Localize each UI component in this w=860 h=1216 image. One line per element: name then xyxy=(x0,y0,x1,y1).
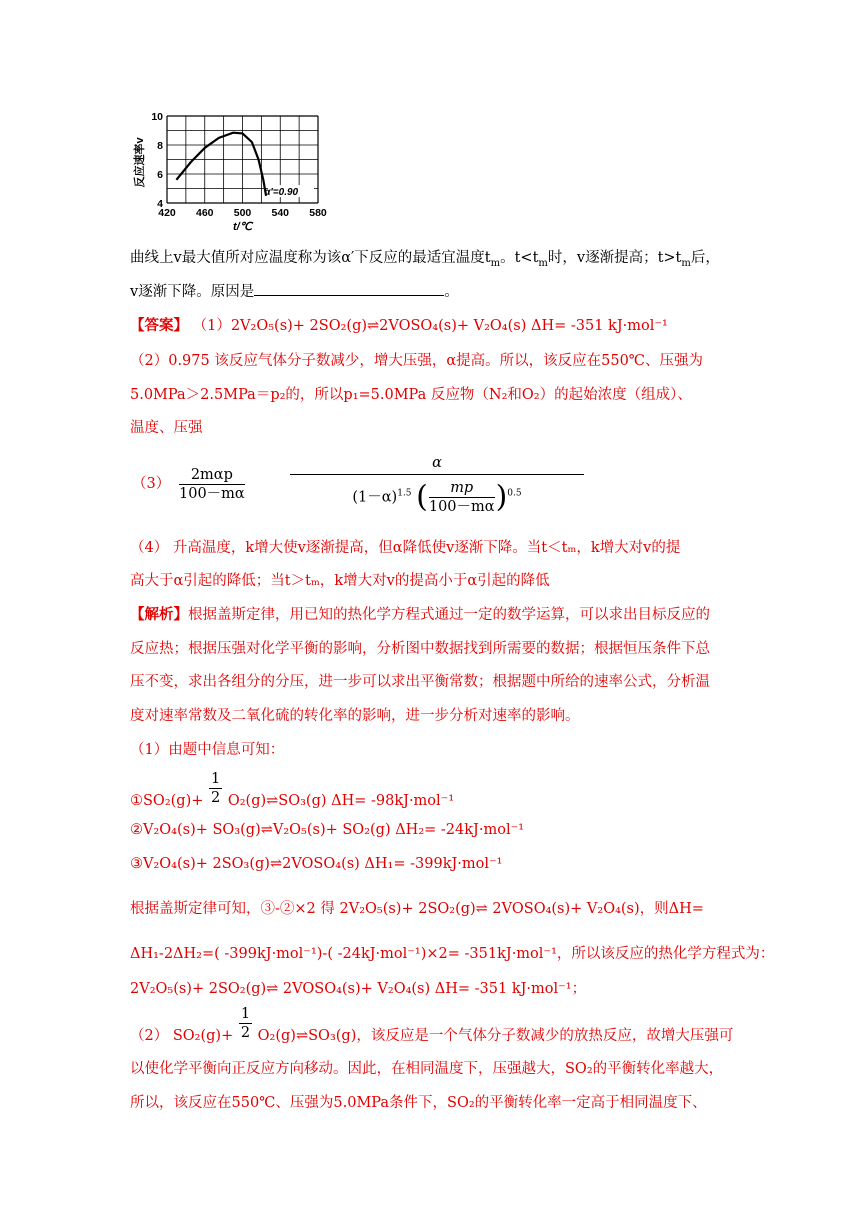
answer-2-line-2: 5.0MPa＞2.5MPa＝p₂的，所以p₁=5.0MPa 反应物（N₂和O₂）的起始浓度（组成）、 xyxy=(130,387,692,403)
answer-4-line-1: （4） 升高温度，k增大使v逐渐提高，但α降低使v逐渐下降。当t＜tₘ，k增大对v的提 xyxy=(130,540,681,556)
equation-1: ①SO₂(g)+ $\frac{1}{2}$ O₂(g)⇌SO₃(g) ΔH= -98kJ·mol⁻¹ xyxy=(130,771,455,809)
document-page: 420 460 500 540 580 4 6 8 10 α′=0.90 t/℃ 反应速率v 曲线上v最大值所对应温度称为该α′下反应的最适宜温度$t_m$。$t<t_m$时，v逐渐提高；$t>t_m$后， v逐渐下降。原因是 。 【答案】 （1）2V₂O₅(s)+ 2SO₂(g)⇌2VOSO₄(s)+ V₂O₄(s) ΔH= -351 kJ·mol⁻¹ （2）0.975 该反应气体分子数减少，增大压强，α提高。所以，该反应在550℃、压强为 5.0MPa＞2.5MPa＝p₂的，所以p₁=5.0MPa 反应物（N₂和O₂）的起始浓度（组成）、 温度、压强 （3） 2mαp 100－mα α $(1-\alpha)^{1.5}$ ( $\frac{mp}{100-m\alpha}$ )$^{0.5}$ （4） 升高温度，k增大使v逐渐提高，但α降低使v逐渐下降。当t＜tₘ，k增大对v的提 高大于α引起的降低；当t＞tₘ，k增大对v的提高小于α引起的降低 【解析】根据盖斯定律，用已知的热化学方程式通过一定的数学运算，可以求出目标反应的 反应热；根据压强对化学平衡的影响，分析图中数据找到所需要的数据；根据恒压条件下总 压不变，求出各组分的分压，进一步可以求出平衡常数；根据题中所给的速率公式，分析温 度对速率常数及二氧化硫的转化率的影响，进一步分析对速率的影响。 （1）由题中信息可知： ①SO₂(g)+ $\frac{1}{2}$ O₂(g)⇌SO₃(g) ΔH= -98kJ·mol⁻¹ ②V₂O₄(s)+ SO₃(g)⇌V₂O₅(s)+ SO₂(g) ΔH₂= -24kJ·mol⁻¹ ③V₂O₄(s)+ 2SO₃(g)⇌2VOSO₄(s) ΔH₁= -399kJ·mol⁻¹ 根据盖斯定律可知，③-②×2 得 2V₂O₅(s)+ 2SO₂(g)⇌ 2VOSO₄(s)+ V₂O₄(s)，则ΔH= ΔH₁-2ΔH₂=( -399kJ·mol⁻¹)-( -24kJ·mol⁻¹)×2= -351kJ·mol⁻¹，所以该反应的热化学方程式为： 2V₂O₅(s)+ 2SO₂(g)⇌ 2VOSO₄(s)+ V₂O₄(s) ΔH= -351 kJ·mol⁻¹； （2） SO₂(g)+ $\frac{1}{2}$ O₂(g)⇌SO₃(g)，该反应是一个气体分子数减少的放热反应，故增大压强可 以使化学平衡向正反应方向移动。因此，在相同温度下，压强越大，SO₂的平衡转化率越大， 所以，该反应在550℃、压强为5.0MPa条件下，SO₂的平衡转化率一定高于相同温度下、 xyxy=(0,0,860,1216)
question-line-2: v逐渐下降。原因是 。 xyxy=(130,281,459,302)
y-tick-label: 8 xyxy=(157,140,163,152)
analysis-line-8: 2V₂O₅(s)+ 2SO₂(g)⇌ 2VOSO₄(s)+ V₂O₄(s) ΔH= -351 kJ·mol⁻¹； xyxy=(130,981,587,997)
y-axis-label: 反应速率v xyxy=(134,137,146,188)
question-line-1: 曲线上v最大值所对应温度称为该α′下反应的最适宜温度$t_m$。$t<t_m$时，v逐渐提高；$t>t_m$后， xyxy=(130,250,720,269)
analysis-line-6: 根据盖斯定律可知，③-②×2 得 2V₂O₅(s)+ 2SO₂(g)⇌ 2VOSO₄(s)+ V₂O₄(s)，则ΔH= xyxy=(130,901,704,917)
y-tick-label: 4 xyxy=(157,198,163,210)
analysis-line-2: 反应热；根据压强对化学平衡的影响，分析图中数据找到所需要的数据；根据恒压条件下总 xyxy=(130,641,710,657)
x-tick-label: 580 xyxy=(309,207,327,219)
answer-4-line-2: 高大于α引起的降低；当t＞tₘ，k增大对v的提高小于α引起的降低 xyxy=(130,573,550,589)
equation-3: ③V₂O₄(s)+ 2SO₃(g)⇌2VOSO₄(s) ΔH₁= -399kJ·mol⁻¹ xyxy=(130,856,503,872)
x-tick-label: 540 xyxy=(271,207,290,219)
answer-1: 【答案】 （1）2V₂O₅(s)+ 2SO₂(g)⇌2VOSO₄(s)+ V₂O₄(s) ΔH= -351 kJ·mol⁻¹ xyxy=(130,317,668,334)
analysis-line-11: 所以，该反应在550℃、压强为5.0MPa条件下，SO₂的平衡转化率一定高于相同温度下、 xyxy=(130,1095,707,1111)
rate-temperature-chart xyxy=(130,100,350,235)
rate-curve xyxy=(176,133,266,196)
x-axis-label: t/℃ xyxy=(232,221,253,233)
answer-blank xyxy=(254,281,444,296)
analysis-line-3: 压不变，求出各组分的分压，进一步可以求出平衡常数；根据题中所给的速率公式，分析温 xyxy=(130,674,710,690)
answer-3-fraction-1: 2mαp 100－mα xyxy=(179,467,245,502)
answer-2-line-1: （2）0.975 该反应气体分子数减少，增大压强，α提高。所以，该反应在550℃、压强为 xyxy=(130,353,704,369)
analysis-line-5: （1）由题中信息可知： xyxy=(130,742,285,758)
answer-3-fraction-2: α $(1-\alpha)^{1.5}$ ( $\frac{mp}{100-m\alpha}$ )$^{0.5}$ xyxy=(282,452,592,516)
x-tick-label: 500 xyxy=(233,207,252,219)
equation-2: ②V₂O₄(s)+ SO₃(g)⇌V₂O₅(s)+ SO₂(g) ΔH₂= -24kJ·mol⁻¹ xyxy=(130,822,525,838)
y-tick-label: 10 xyxy=(151,111,163,123)
analysis-line-7: ΔH₁-2ΔH₂=( -399kJ·mol⁻¹)-( -24kJ·mol⁻¹)×2= -351kJ·mol⁻¹，所以该反应的热化学方程式为： xyxy=(130,946,775,962)
x-tick-label: 420 xyxy=(158,207,176,219)
chart-annotation: α′=0.90 xyxy=(264,187,299,199)
analysis-line-4: 度对速率常数及二氧化硫的转化率的影响，进一步分析对速率的影响。 xyxy=(130,708,580,724)
analysis-line-1: 【解析】根据盖斯定律，用已知的热化学方程式通过一定的数学运算，可以求出目标反应的 xyxy=(130,606,710,623)
analysis-line-10: 以使化学平衡向正反应方向移动。因此，在相同温度下，压强越大，SO₂的平衡转化率越大， xyxy=(130,1061,724,1077)
y-tick-label: 6 xyxy=(157,169,163,181)
answer-2-line-3: 温度、压强 xyxy=(130,420,203,436)
x-tick-label: 460 xyxy=(195,207,214,219)
analysis-line-9: （2） SO₂(g)+ $\frac{1}{2}$ O₂(g)⇌SO₃(g)，该反应是一个气体分子数减少的放热反应，故增大压强可 xyxy=(130,1006,734,1044)
